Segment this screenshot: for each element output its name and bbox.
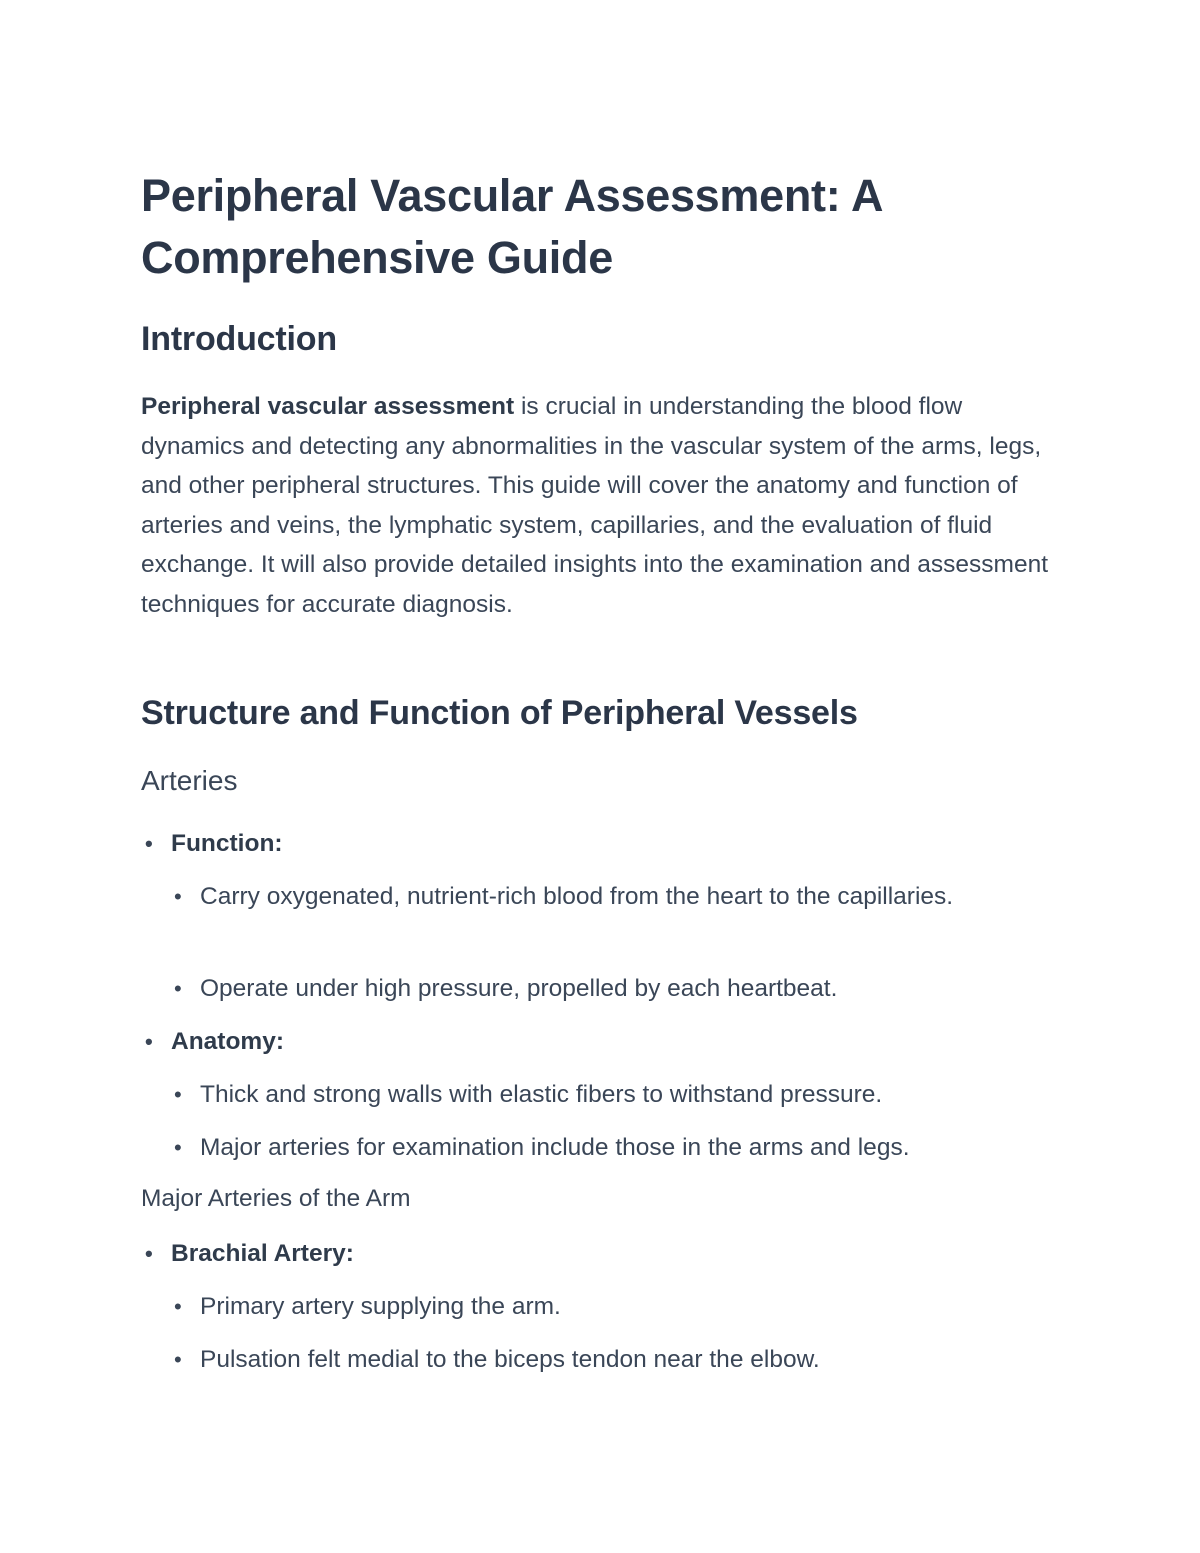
bullet-icon: • (145, 1029, 153, 1054)
brachial-artery-label: Brachial Artery: (171, 1240, 354, 1267)
list-item-text: Primary artery supplying the arm. (200, 1293, 561, 1320)
list-item-function (145, 824, 283, 864)
list-item (174, 969, 960, 1009)
introduction-paragraph (141, 387, 1059, 625)
introduction-body: is crucial in understanding the blood flow dynamics and detecting any abnormalities in the vascular system of the arms, legs, and other peripheral structures. This guide will cover the anatomy and function of arteries and veins, the lymphatic system, capillaries, and the evaluation of fluid exchange. It will also provide detailed insights into the examination and assessment techniques for accurate diagnosis. (141, 393, 1049, 618)
list-item-text: Operate under high pressure, propelled by each heartbeat. (200, 975, 838, 1002)
bullet-icon: • (174, 1294, 182, 1319)
bullet-icon: • (145, 831, 153, 856)
list-item-text: Carry oxygenated, nutrient-rich blood from the heart to the capillaries. (200, 883, 954, 910)
page-title: Peripheral Vascular Assessment: A Comprehensive Guide (141, 170, 882, 283)
list-item (174, 1075, 960, 1115)
bullet-icon: • (174, 1082, 182, 1107)
list-item-anatomy (145, 1022, 284, 1062)
list-item-text: Thick and strong walls with elastic fibers to withstand pressure. (200, 1081, 883, 1108)
list-item (174, 1340, 960, 1380)
structure-function-heading: Structure and Function of Peripheral Vessels (141, 694, 858, 732)
list-item-text: Pulsation felt medial to the biceps tendon near the elbow. (200, 1346, 820, 1373)
arteries-heading: Arteries (141, 765, 238, 796)
bullet-icon: • (174, 1347, 182, 1372)
arm-arteries-heading: Major Arteries of the Arm (141, 1185, 411, 1212)
bullet-icon: • (145, 1241, 153, 1266)
bullet-icon: • (174, 976, 182, 1001)
function-label: Function: (171, 830, 283, 857)
list-item (174, 1128, 960, 1168)
introduction-bold-lead: Peripheral vascular assessment (141, 393, 515, 420)
list-item-text: Major arteries for examination include those in the arms and legs. (200, 1134, 910, 1161)
list-item-brachial-artery (145, 1234, 354, 1274)
introduction-heading: Introduction (141, 320, 337, 358)
list-item (174, 877, 960, 917)
list-item (174, 1287, 960, 1327)
bullet-icon: • (174, 884, 182, 909)
anatomy-label: Anatomy: (171, 1028, 284, 1055)
bullet-icon: • (174, 1135, 182, 1160)
